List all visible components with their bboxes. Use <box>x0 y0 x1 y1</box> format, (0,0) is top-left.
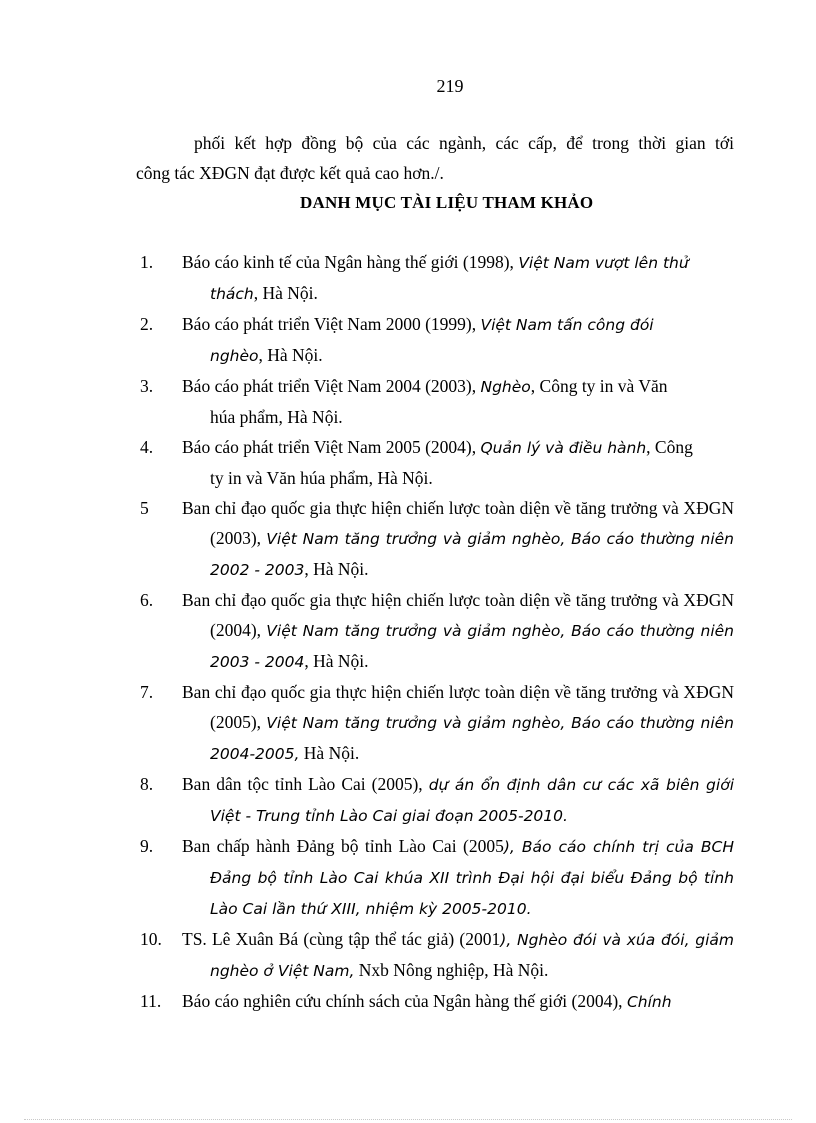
reference-item <box>140 432 734 493</box>
reference-text: Báo cáo phát triển Việt Nam 2004 (2003), <box>182 376 481 396</box>
reference-title: Việt Nam tăng trưởng và giảm nghèo, Báo cáo thường niên 2004-2005, <box>210 714 734 763</box>
reference-number: 11. <box>140 991 162 1011</box>
reference-tail: , Hà Nội. <box>304 651 369 671</box>
reference-text: Ban chỉ đạo quốc gia thực hiện chiến lược toàn diện về tăng trưởng và XĐGN (2004), <box>182 590 734 640</box>
reference-tail: Hà Nội. <box>299 743 360 763</box>
reference-title: Quản lý và điều hành <box>480 439 647 457</box>
reference-tail: ty in và Văn húa phẩm, Hà Nội. <box>210 468 433 488</box>
reference-title: ), Nghèo đói và xúa đói, giảm nghèo ở Việt Nam, <box>210 931 735 980</box>
reference-tail: , Hà Nội. <box>258 345 323 365</box>
reference-text: TS. Lê Xuân Bá (cùng tập thể tác giả) (2001 <box>182 929 501 949</box>
reference-number: 7. <box>140 682 154 702</box>
reference-title: Việt Nam tấn công đói <box>480 316 654 334</box>
reference-tail: húa phẩm, Hà Nội. <box>210 407 343 427</box>
intro-paragraph <box>136 128 734 188</box>
page-bottom-rule <box>24 1119 792 1120</box>
reference-text: Ban chỉ đạo quốc gia thực hiện chiến lược toàn diện về tăng trưởng và XĐGN (2005), <box>182 682 734 732</box>
reference-item <box>140 493 734 585</box>
reference-title: Chính <box>626 993 672 1011</box>
reference-text: Ban chấp hành Đảng bộ tỉnh Lào Cai (2005 <box>182 836 504 856</box>
reference-number: 2. <box>140 314 154 334</box>
reference-item <box>140 585 734 677</box>
page-number: 219 <box>436 76 464 96</box>
reference-number: 1. <box>140 252 154 272</box>
intro-line-2: công tác XĐGN đạt được kết quả cao hơn./. <box>136 163 444 183</box>
reference-list <box>140 247 734 1017</box>
reference-title: dự án ổn định dân cư các xã biên giới Việt - Trung tỉnh Lào Cai giai đoạn 2005-2010. <box>210 776 734 825</box>
reference-item <box>140 924 734 986</box>
reference-mid: , Công <box>646 437 693 457</box>
reference-item <box>140 371 734 432</box>
reference-title: Nghèo <box>480 378 531 396</box>
reference-item <box>140 986 734 1017</box>
reference-item <box>140 247 734 309</box>
reference-tail: , Hà Nội. <box>253 283 318 303</box>
reference-title: Việt Nam tăng trưởng và giảm nghèo, Báo cáo thường niên 2002 - 2003 <box>210 530 734 579</box>
reference-text: Ban dân tộc tỉnh Lào Cai (2005), <box>182 774 429 794</box>
intro-line-1: phối kết hợp đồng bộ của các ngành, các cấp, để trong thời gian tới <box>194 133 734 153</box>
reference-number: 6. <box>140 590 154 610</box>
reference-number: 9. <box>140 836 154 856</box>
reference-item <box>140 677 734 769</box>
reference-title: ), Báo cáo chính trị của BCH Đảng bộ tỉnh Lào Cai khúa XII trình Đại hội đại biểu Đảng bộ tỉnh Lào Cai lần thứ XIII, nhiệm kỳ 2005-2010. <box>210 838 734 918</box>
reference-title: Việt Nam vượt lên thử <box>518 254 689 272</box>
reference-item <box>140 831 734 924</box>
reference-text: Báo cáo phát triển Việt Nam 2000 (1999), <box>182 314 481 334</box>
reference-text: Báo cáo phát triển Việt Nam 2005 (2004), <box>182 437 481 457</box>
reference-text: Ban chỉ đạo quốc gia thực hiện chiến lược toàn diện về tăng trưởng và XĐGN (2003), <box>182 498 734 548</box>
reference-text: Báo cáo nghiên cứu chính sách của Ngân hàng thế giới (2004), <box>182 991 627 1011</box>
reference-item <box>140 769 734 831</box>
reference-number: 5 <box>140 498 149 518</box>
reference-mid: , Công ty in và Văn <box>530 376 668 396</box>
reference-title: Việt Nam tăng trưởng và giảm nghèo, Báo cáo thường niên 2003 - 2004 <box>210 622 734 671</box>
reference-number: 10. <box>140 929 162 949</box>
reference-number: 3. <box>140 376 154 396</box>
reference-title-cont: thách <box>210 285 254 303</box>
reference-number: 4. <box>140 437 154 457</box>
reference-tail: , Hà Nội. <box>304 559 369 579</box>
reference-number: 8. <box>140 774 154 794</box>
references-heading: DANH MỤC TÀI LIỆU THAM KHẢO <box>300 193 594 212</box>
reference-item <box>140 309 734 371</box>
reference-text: Báo cáo kinh tế của Ngân hàng thế giới (1998), <box>182 252 519 272</box>
reference-tail: Nxb Nông nghiệp, Hà Nội. <box>354 960 549 980</box>
reference-title-cont: nghèo <box>210 347 259 365</box>
